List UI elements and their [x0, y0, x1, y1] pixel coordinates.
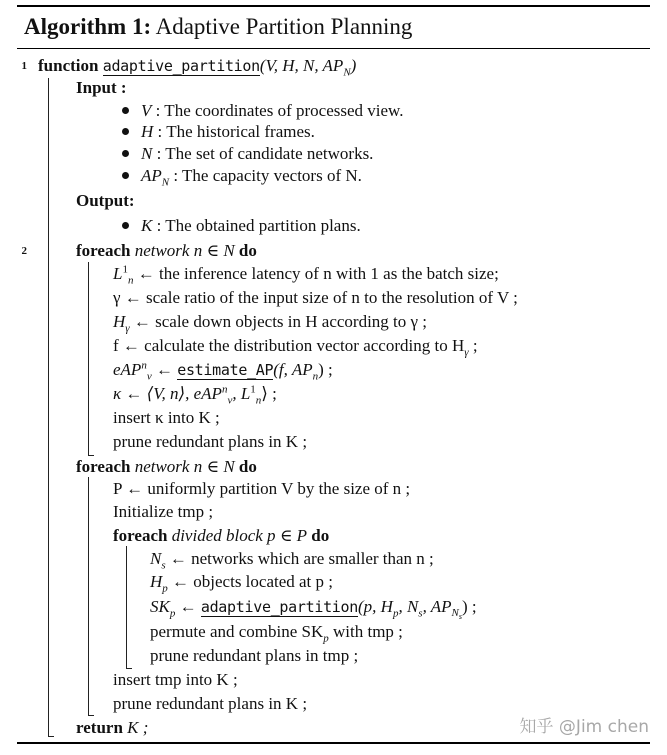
statement-text: prune redundant plans in tmp ; — [150, 646, 359, 665]
input-symbol-sub: N — [161, 176, 170, 189]
loop-variable: divided block p — [171, 526, 276, 545]
call-args: (f, AP — [273, 360, 313, 379]
do-keyword: do — [311, 526, 330, 545]
function-call-name: estimate_AP — [177, 361, 274, 379]
line-number: 2 — [21, 245, 27, 257]
loop-variable: network n — [134, 457, 203, 476]
input-header — [0, 76, 667, 100]
top-rule — [17, 5, 650, 7]
function-args-close: ) — [350, 56, 357, 75]
call-args: , AP — [422, 597, 452, 616]
input-symbol: N — [141, 144, 153, 163]
statement-text: κ ← ⟨V, n⟩, eAP — [113, 384, 222, 403]
statement-text: prune redundant plans in K ; — [113, 694, 308, 713]
input-symbol: V — [141, 101, 152, 120]
statement-text: ← objects located at p ; — [172, 572, 334, 591]
bullet-icon — [122, 150, 129, 157]
subscript: n — [255, 394, 262, 407]
function-name: adaptive_partition — [102, 57, 260, 75]
function-keyword: function — [38, 56, 99, 75]
symbol: H — [113, 312, 126, 331]
do-keyword: do — [238, 241, 257, 260]
input-description: : The historical frames. — [157, 122, 315, 141]
bullet-icon — [122, 172, 129, 179]
output-symbol: K — [141, 216, 153, 235]
bullet-icon — [122, 222, 129, 229]
watermark: 知乎 @Jim chen — [519, 717, 649, 737]
input-description: : The coordinates of processed view. — [155, 101, 404, 120]
call-close: ) ; — [462, 597, 477, 616]
foreach-2-scope-bar — [88, 477, 89, 715]
symbol: H — [150, 572, 163, 591]
statement-end: ⟩ ; — [261, 384, 277, 403]
symbol: eAP — [113, 360, 142, 379]
foreach-keyword: foreach — [76, 457, 131, 476]
subscript: s — [161, 559, 166, 572]
statement-text: γ ← scale ratio of the input size of n to the resolution of V ; — [113, 288, 518, 307]
superscript: 1 — [250, 383, 256, 396]
statement-end: ; — [472, 336, 478, 355]
return-keyword: return — [76, 718, 123, 737]
do-keyword: do — [238, 457, 257, 476]
statement-text: f ← calculate the distribution vector according to H — [113, 336, 465, 355]
call-args-sub: n — [312, 370, 319, 383]
subscript: p — [323, 632, 329, 645]
statement-text: Initialize tmp ; — [113, 502, 214, 521]
call-args: , N — [398, 597, 419, 616]
input-symbol: AP — [141, 166, 162, 185]
input-description: : The set of candidate networks. — [156, 144, 374, 163]
subscript: p — [162, 582, 168, 595]
input-label: Input — [76, 78, 117, 97]
input-symbol: H — [141, 122, 154, 141]
statement-text: ← networks which are smaller than n ; — [169, 549, 434, 568]
call-args-sub: s — [418, 607, 423, 620]
assign-arrow: ← — [179, 597, 197, 616]
call-args-subsub: s — [458, 612, 463, 622]
symbol: N — [150, 549, 162, 568]
title-rule — [17, 48, 650, 49]
function-scope-end — [48, 736, 54, 737]
call-close: ) ; — [318, 360, 333, 379]
loop-set: ∈ N — [206, 457, 235, 476]
algorithm-title — [24, 14, 412, 40]
foreach-1-scope-bar — [88, 262, 89, 455]
output-label: Output — [76, 191, 129, 210]
statement-text: ← the inference latency of n with 1 as the batch size; — [137, 264, 499, 283]
bullet-icon — [122, 128, 129, 135]
function-args-sub: N — [343, 66, 351, 79]
statement-text: P ← uniformly partition V by the size of n ; — [113, 479, 411, 498]
input-description: : The capacity vectors of N. — [173, 166, 362, 185]
subscript: n — [127, 274, 134, 287]
code-line-2 — [0, 239, 667, 263]
loop-set: ∈ N — [206, 241, 235, 260]
function-args: (V, H, N, AP — [259, 56, 344, 75]
statement-text: K ; — [127, 718, 149, 737]
superscript: n — [141, 359, 147, 372]
algorithm-title-label: Algorithm 1: — [24, 14, 152, 39]
subscript: v — [227, 394, 233, 407]
statement-text: permute and combine SK — [150, 622, 324, 641]
subscript: γ — [464, 346, 469, 359]
subscript: γ — [125, 322, 130, 335]
statement-text: insert tmp into K ; — [113, 670, 238, 689]
output-description: : The obtained partition plans. — [156, 216, 361, 235]
superscript: 1 — [122, 263, 128, 276]
foreach-3-scope-bar — [126, 546, 127, 668]
foreach-keyword: foreach — [113, 526, 168, 545]
call-args: (p, H — [358, 597, 393, 616]
subscript: p — [169, 607, 176, 620]
input-colon: : — [120, 78, 127, 97]
loop-set: ∈ P — [279, 526, 308, 545]
statement-mid: , L — [232, 384, 251, 403]
bullet-icon — [122, 107, 129, 114]
statement-text: insert κ into K ; — [113, 408, 220, 427]
line-number: 1 — [21, 60, 27, 72]
output-colon: : — [128, 191, 135, 210]
superscript: n — [221, 383, 228, 396]
statement-text: with tmp ; — [333, 622, 403, 641]
code-line-1 — [0, 54, 667, 78]
assign-arrow: ← — [155, 360, 173, 379]
call-args-sub: p — [392, 607, 399, 620]
function-call-name: adaptive_partition — [200, 598, 358, 616]
symbol: L — [113, 264, 123, 283]
symbol: SK — [150, 597, 170, 616]
statement-text: ← scale down objects in H according to γ ; — [133, 312, 428, 331]
call-args-sub: N — [451, 607, 459, 620]
statement-text: prune redundant plans in K ; — [113, 432, 308, 451]
algorithm-title-text: Adaptive Partition Planning — [155, 14, 413, 39]
bottom-rule — [17, 742, 650, 744]
subscript: v — [146, 370, 152, 383]
foreach-keyword: foreach — [76, 241, 131, 260]
function-scope-bar — [48, 78, 49, 736]
loop-variable: network n — [134, 241, 203, 260]
